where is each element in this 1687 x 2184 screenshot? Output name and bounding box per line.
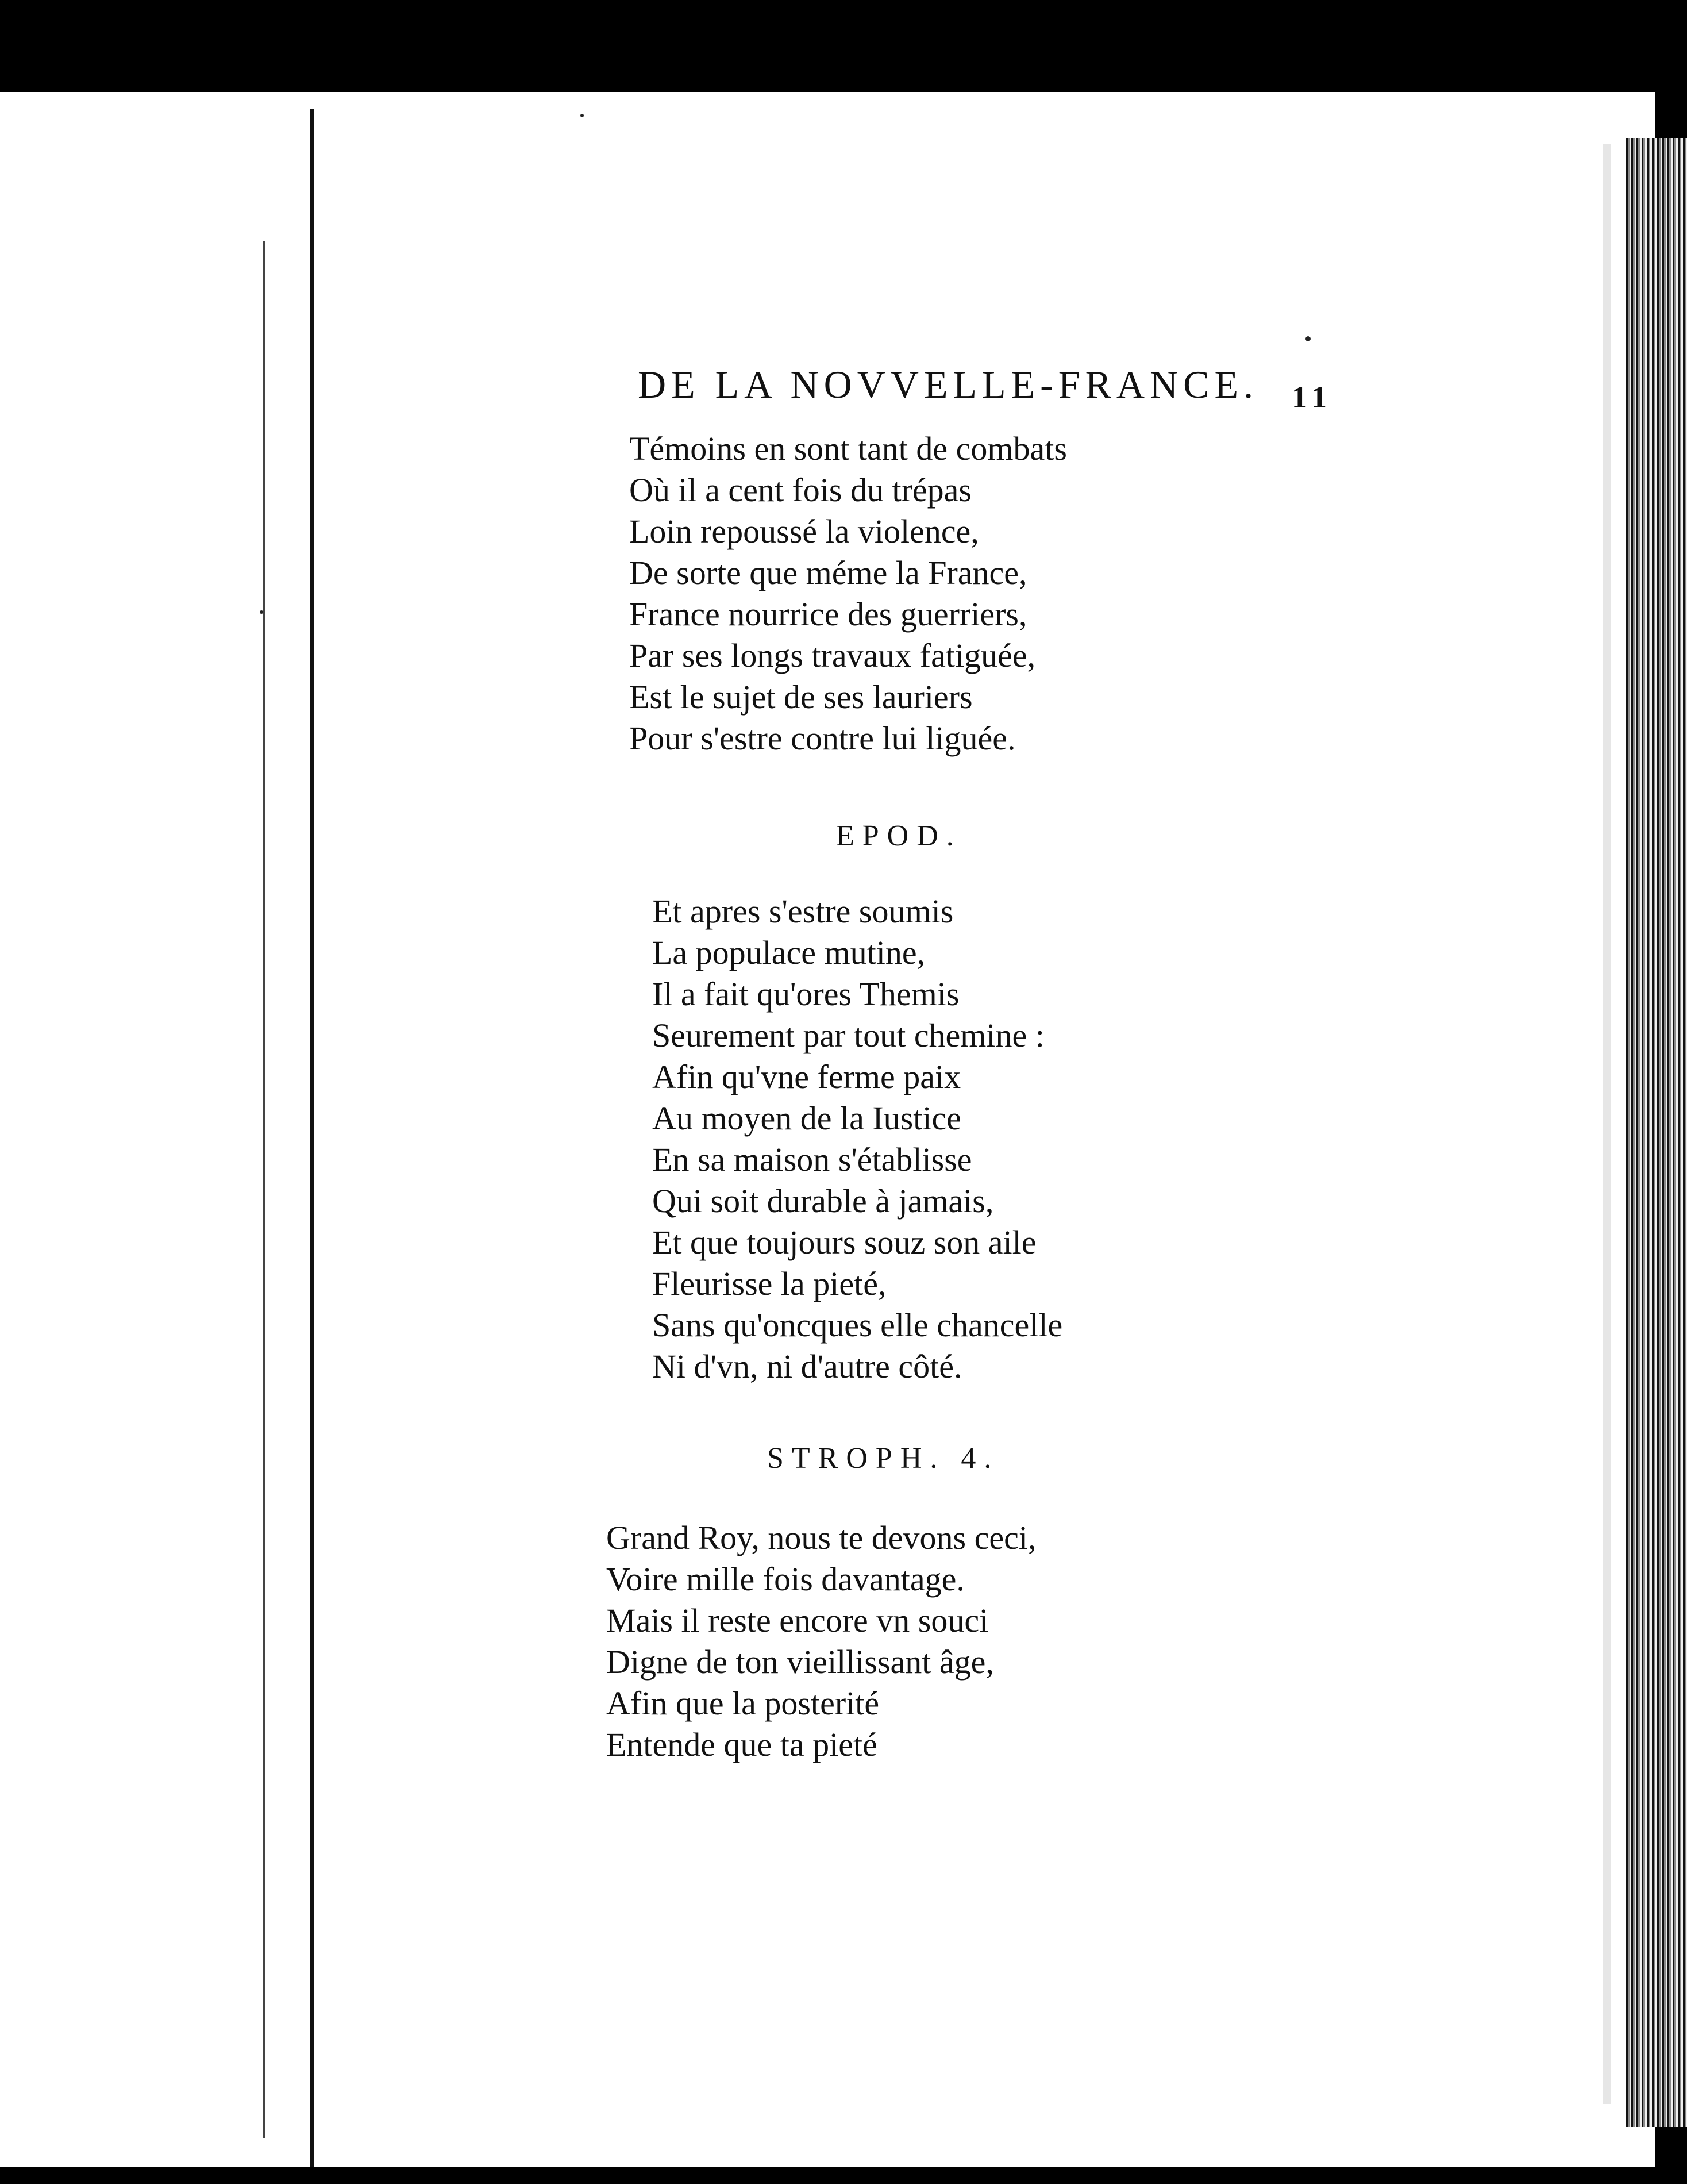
verse-line: Mais il reste encore vn souci xyxy=(606,1602,989,1639)
verse-line: Ni d'vn, ni d'autre côté. xyxy=(652,1348,962,1385)
page-number: 11 xyxy=(1292,380,1333,414)
verse-line: Sans qu'oncques elle chancelle xyxy=(652,1306,1063,1344)
left-page-edge xyxy=(263,241,265,2138)
verse-line: Il a fait qu'ores Themis xyxy=(652,975,960,1013)
verse-line: Seurement par tout chemine : xyxy=(652,1017,1045,1054)
verse-line: Par ses longs travaux fatiguée, xyxy=(629,637,1036,674)
verse-line: Afin qu'vne ferme paix xyxy=(652,1058,961,1095)
verse-line: Où il a cent fois du trépas xyxy=(629,471,972,509)
verse-line: Loin repoussé la violence, xyxy=(629,513,979,550)
verse-line: France nourrice des guerriers, xyxy=(629,595,1027,633)
stanza xyxy=(652,891,1062,1387)
verse-line: Digne de ton vieillissant âge, xyxy=(606,1643,994,1681)
section-heading-epod: EPOD. xyxy=(836,820,962,852)
verse-line: De sorte que méme la France, xyxy=(629,554,1027,591)
verse-line: Afin que la posterité xyxy=(606,1685,880,1722)
verse-line: Grand Roy, nous te devons ceci, xyxy=(606,1519,1037,1556)
stanza xyxy=(629,428,1067,759)
verse-line: En sa maison s'établisse xyxy=(652,1141,972,1178)
verse-line: Et que toujours souz son aile xyxy=(652,1224,1037,1261)
stanza xyxy=(606,1517,1036,1766)
verse-line: Est le sujet de ses lauriers xyxy=(629,678,973,716)
book-gutter xyxy=(310,109,314,2167)
verse-line: Au moyen de la Iustice xyxy=(652,1099,961,1137)
verse-line: Qui soit durable à jamais, xyxy=(652,1182,994,1220)
verse-line: Voire mille fois davantage. xyxy=(606,1560,965,1598)
scan-speck xyxy=(260,610,263,614)
page-block-edge xyxy=(1626,138,1687,2127)
verse-line: La populace mutine, xyxy=(652,934,926,971)
scan-speck xyxy=(1305,336,1311,341)
page-edge xyxy=(1603,144,1611,2104)
running-head: DE LA NOVVELLE-FRANCE. xyxy=(638,363,1259,406)
scan-speck xyxy=(580,114,584,117)
section-heading-stroph: STROPH. 4. xyxy=(767,1442,1000,1475)
verse-line: Et apres s'estre soumis xyxy=(652,893,954,930)
verse-line: Entende que ta pieté xyxy=(606,1726,877,1763)
verse-line: Pour s'estre contre lui liguée. xyxy=(629,720,1016,757)
verse-line: Fleurisse la pieté, xyxy=(652,1265,887,1302)
verse-line: Témoins en sont tant de combats xyxy=(629,430,1067,467)
